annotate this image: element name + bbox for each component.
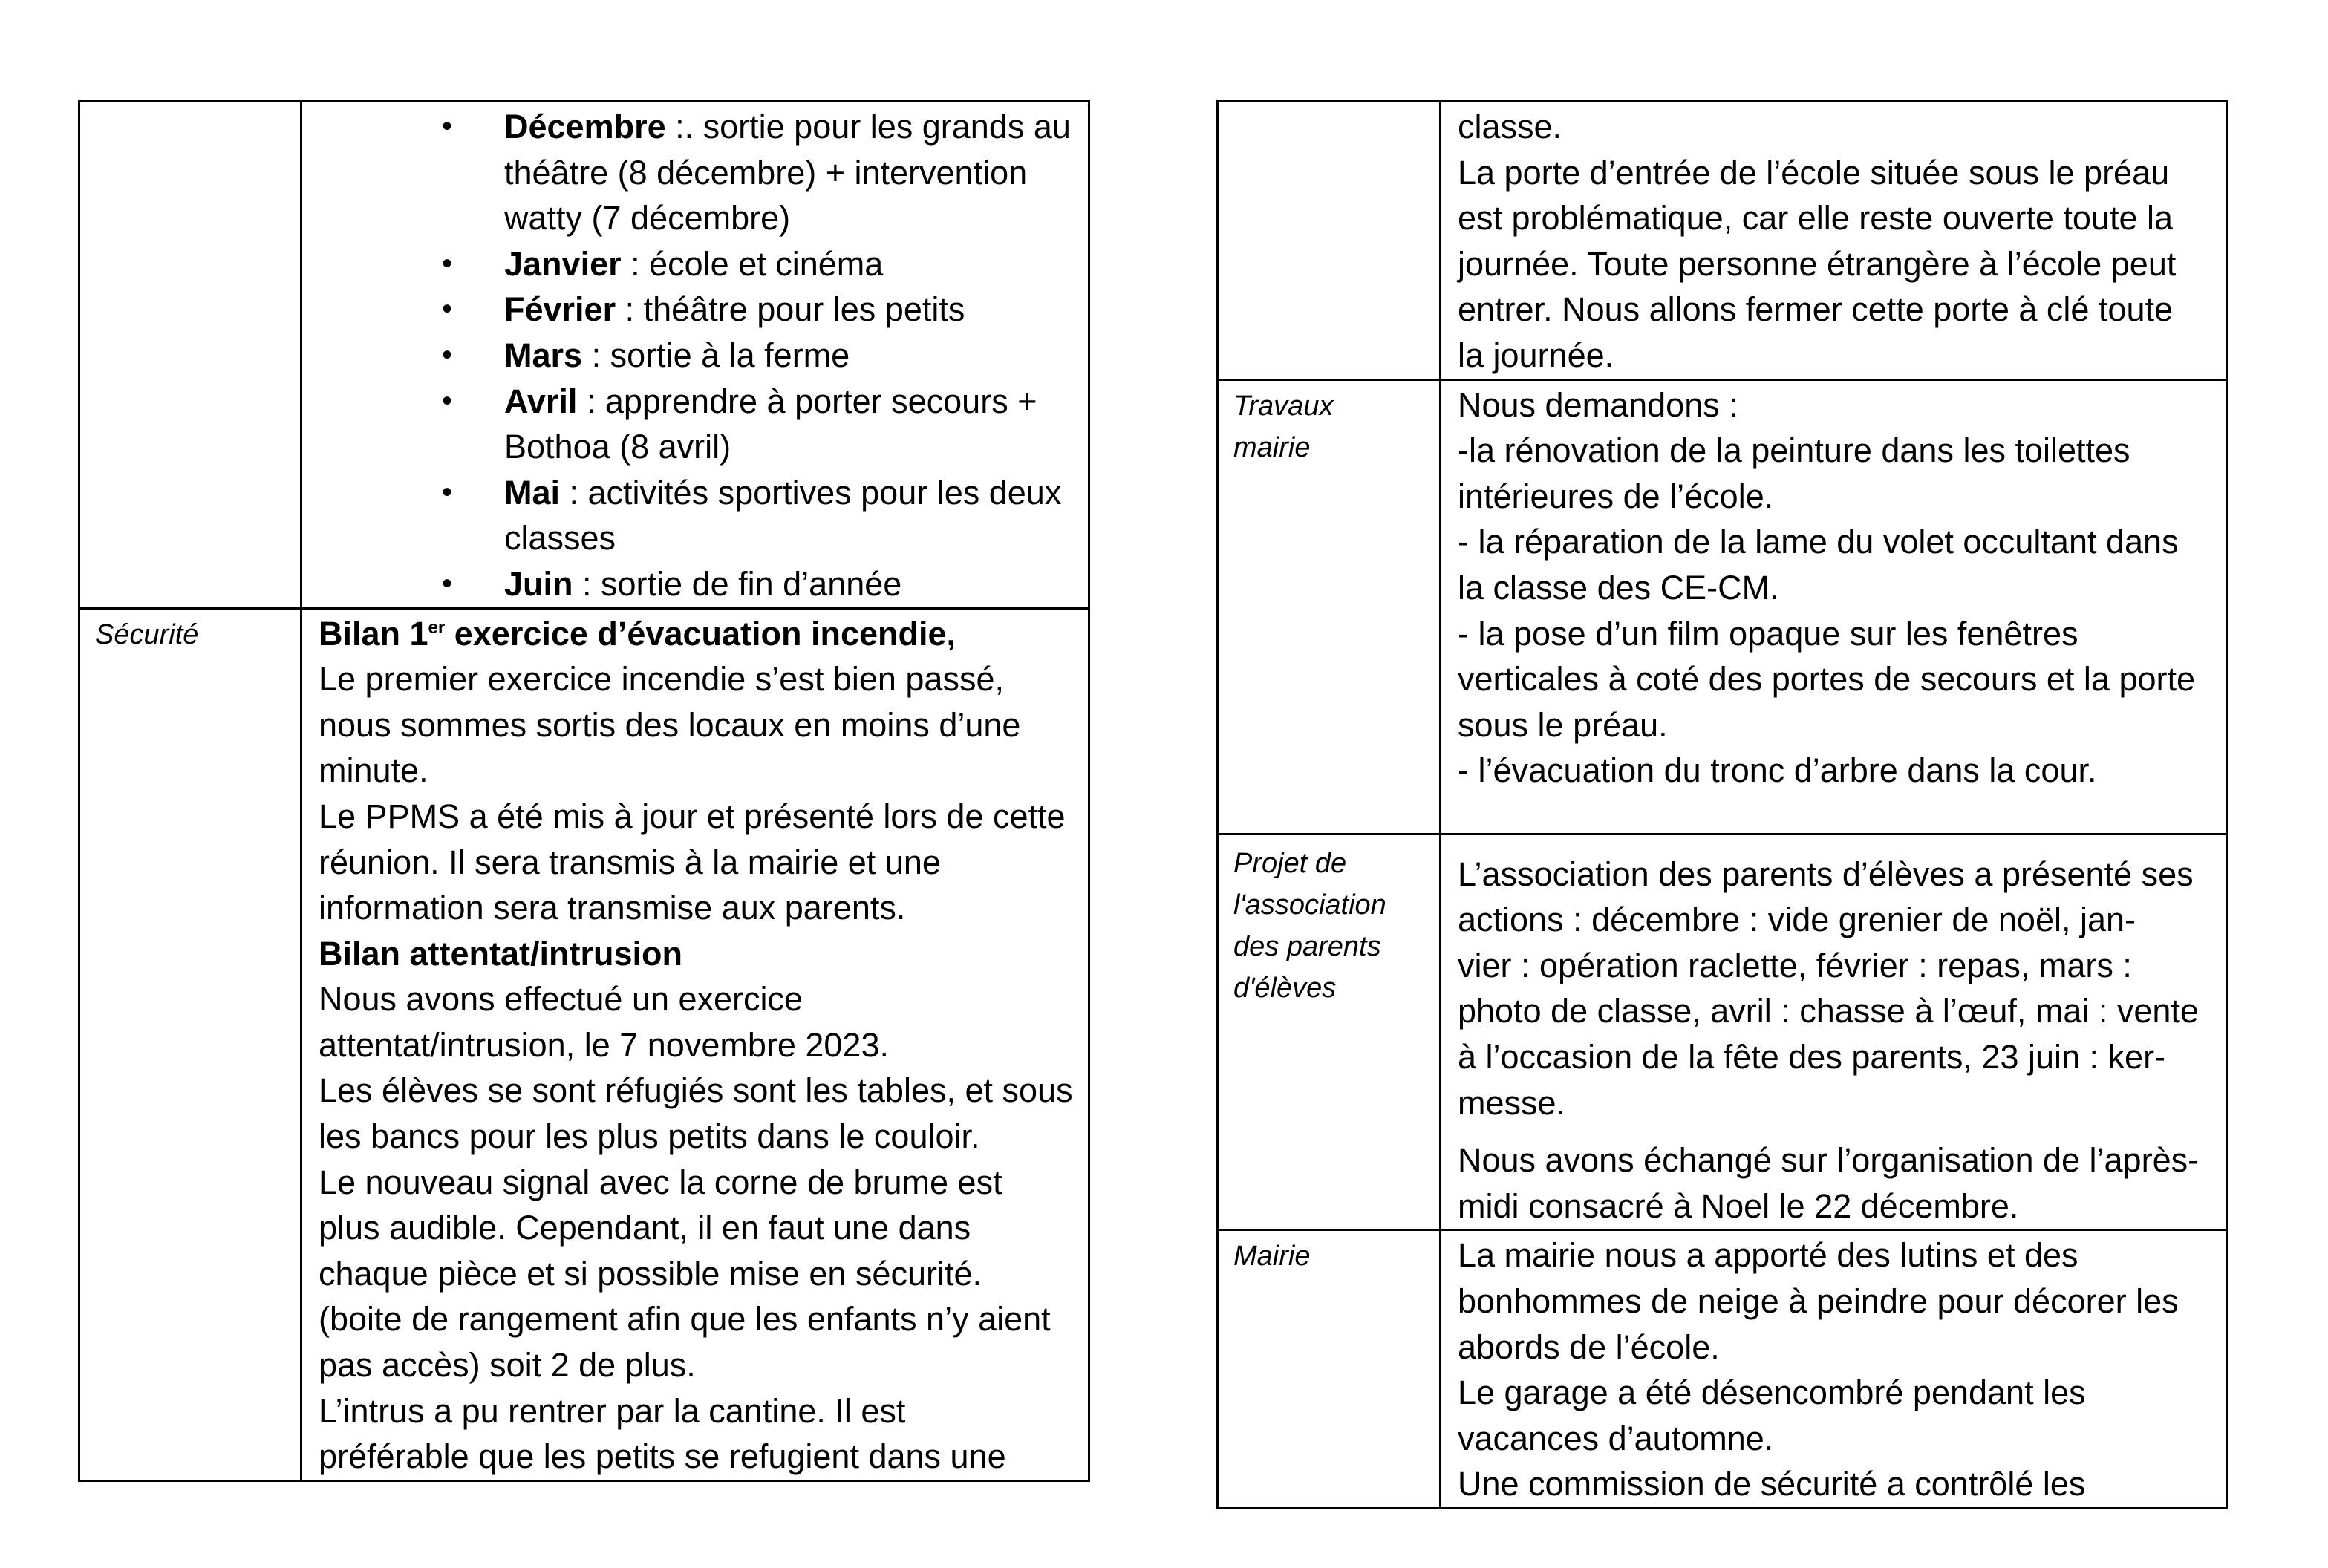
mairie-cell — [1441, 1230, 2228, 1509]
security-cell — [301, 608, 1089, 1480]
left-table — [78, 100, 1090, 1482]
text-line: information sera transmise aux parents. — [319, 889, 906, 927]
text-line: Le PPMS a été mis à jour et présenté lors de cette — [319, 797, 1066, 835]
table-row — [79, 102, 1089, 609]
text-line: pas accès) soit 2 de plus. — [319, 1346, 696, 1385]
text-line: plus audible. Cependant, il en faut une dans — [319, 1209, 971, 1247]
list-item: : école et cinéma — [621, 244, 884, 283]
text-line: les bancs pour les plus petits dans le couloir. — [319, 1117, 980, 1156]
text-line: Nous avons échangé sur l’organisation de l’après- — [1458, 1141, 2200, 1180]
text-line: Le garage a été désencombré pendant les — [1458, 1373, 2086, 1412]
text-line: L’intrus a pu rentrer par la cantine. Il est — [319, 1391, 906, 1430]
text-line: minute. — [319, 751, 428, 790]
list-item: Bothoa (8 avril) — [504, 428, 731, 466]
text-line: Nous avons effectué un exercice — [319, 980, 803, 1019]
table-row — [79, 608, 1089, 1480]
section-heading: Bilan attentat/intrusion — [319, 934, 683, 973]
list-item: classes — [504, 519, 616, 558]
text-line: Le premier exercice incendie s’est bien passé, — [319, 660, 1004, 699]
row-label-travaux-mairie: Travaux mairie — [1218, 379, 1441, 834]
text-line: attentat/intrusion, le 7 novembre 2023. — [319, 1025, 889, 1064]
text-line: actions : décembre : vide grenier de noël, jan- — [1458, 901, 2136, 939]
text-line: vier : opération raclette, février : repas, mars : — [1458, 946, 2132, 984]
right-table — [1216, 100, 2228, 1509]
month-label: Mars — [504, 336, 583, 374]
row-label-mairie: Mairie — [1218, 1230, 1441, 1509]
month-label: Mai — [504, 473, 561, 512]
section-heading: Bilan 1er exercice d’évacuation incendie, — [319, 614, 956, 653]
text-line: - la pose d’un film opaque sur les fenêtres — [1458, 614, 2078, 653]
row-label — [79, 102, 301, 609]
text-line: réunion. Il sera transmis à la mairie et une — [319, 843, 941, 881]
text-line: Le nouveau signal avec la corne de brume est — [319, 1163, 1002, 1201]
text-line: Une commission de sécurité a contrôlé les — [1458, 1465, 2086, 1503]
text-line: abords de l’école. — [1458, 1327, 1720, 1366]
text-line: -la rénovation de la peinture dans les toilettes — [1458, 431, 2130, 470]
text-line: à l’occasion de la fête des parents, 23 juin : ker- — [1458, 1037, 2166, 1076]
table-row — [1218, 834, 2228, 1230]
list-item: :. sortie pour les grands au — [665, 108, 1071, 146]
works-cell — [1441, 379, 2228, 834]
list-item: : apprendre à porter secours + — [577, 382, 1037, 420]
text-line: midi consacré à Noel le 22 décembre. — [1458, 1186, 2019, 1225]
association-cell — [1441, 834, 2228, 1230]
text-line: La porte d’entrée de l’école située sous le préau — [1458, 153, 2170, 192]
table-row — [1218, 102, 2228, 380]
text-line: préférable que les petits se refugient dans une — [319, 1437, 1006, 1476]
text-line: L’association des parents d’élèves a présenté ses — [1458, 855, 2194, 893]
month-label: Avril — [504, 382, 578, 420]
text-line: - la réparation de la lame du volet occultant dans — [1458, 523, 2179, 561]
text-line: classe. — [1458, 108, 1562, 146]
row-label — [1218, 102, 1441, 380]
table-row — [1218, 379, 2228, 834]
text-line: Nous demandons : — [1458, 385, 1738, 424]
text-line: journée. Toute personne étrangère à l’école peut — [1458, 244, 2177, 283]
list-item: théâtre (8 décembre) + intervention — [504, 153, 1028, 192]
door-cell — [1441, 102, 2228, 380]
outings-cell — [301, 102, 1089, 609]
list-item: watty (7 décembre) — [504, 199, 791, 238]
text-line: vacances d’automne. — [1458, 1419, 1774, 1457]
text-line: (boite de rangement afin que les enfants n’y aient — [319, 1300, 1051, 1339]
text-line: la journée. — [1458, 336, 1614, 374]
text-line: sous le préau. — [1458, 705, 1668, 744]
text-line: intérieures de l’école. — [1458, 477, 1774, 515]
text-line: messe. — [1458, 1083, 1566, 1122]
table-row — [1218, 1230, 2228, 1509]
list-item: : théâtre pour les petits — [616, 290, 965, 329]
month-label: Janvier — [504, 244, 622, 283]
month-label: Février — [504, 290, 616, 329]
text-line: nous sommes sortis des locaux en moins d’une — [319, 705, 1021, 744]
text-line: entrer. Nous allons fermer cette porte à clé toute — [1458, 290, 2173, 329]
list-item: : sortie à la ferme — [582, 336, 850, 374]
month-label: Juin — [504, 564, 573, 603]
text-line: bonhommes de neige à peindre pour décorer les — [1458, 1281, 2179, 1320]
row-label-association: Projet de l'association des parents d'élèves — [1218, 834, 1441, 1230]
row-label-securite: Sécurité — [79, 608, 301, 1480]
text-line: - l’évacuation du tronc d’arbre dans la cour. — [1458, 751, 2097, 790]
list-item: : activités sportives pour les deux — [560, 473, 1062, 512]
text-line: Les élèves se sont réfugiés sont les tables, et sous — [319, 1071, 1073, 1110]
text-line: est problématique, car elle reste ouverte toute la — [1458, 199, 2174, 238]
text-line: verticales à coté des portes de secours et la porte — [1458, 660, 2196, 699]
text-line: chaque pièce et si possible mise en sécurité. — [319, 1254, 982, 1293]
text-line: photo de classe, avril : chasse à l’œuf, mai : vente — [1458, 992, 2199, 1030]
month-label: Décembre — [504, 108, 666, 146]
text-line: la classe des CE-CM. — [1458, 568, 1779, 607]
text-line: La mairie nous a apporté des lutins et des — [1458, 1236, 2078, 1275]
list-item: : sortie de fin d’année — [573, 564, 902, 603]
